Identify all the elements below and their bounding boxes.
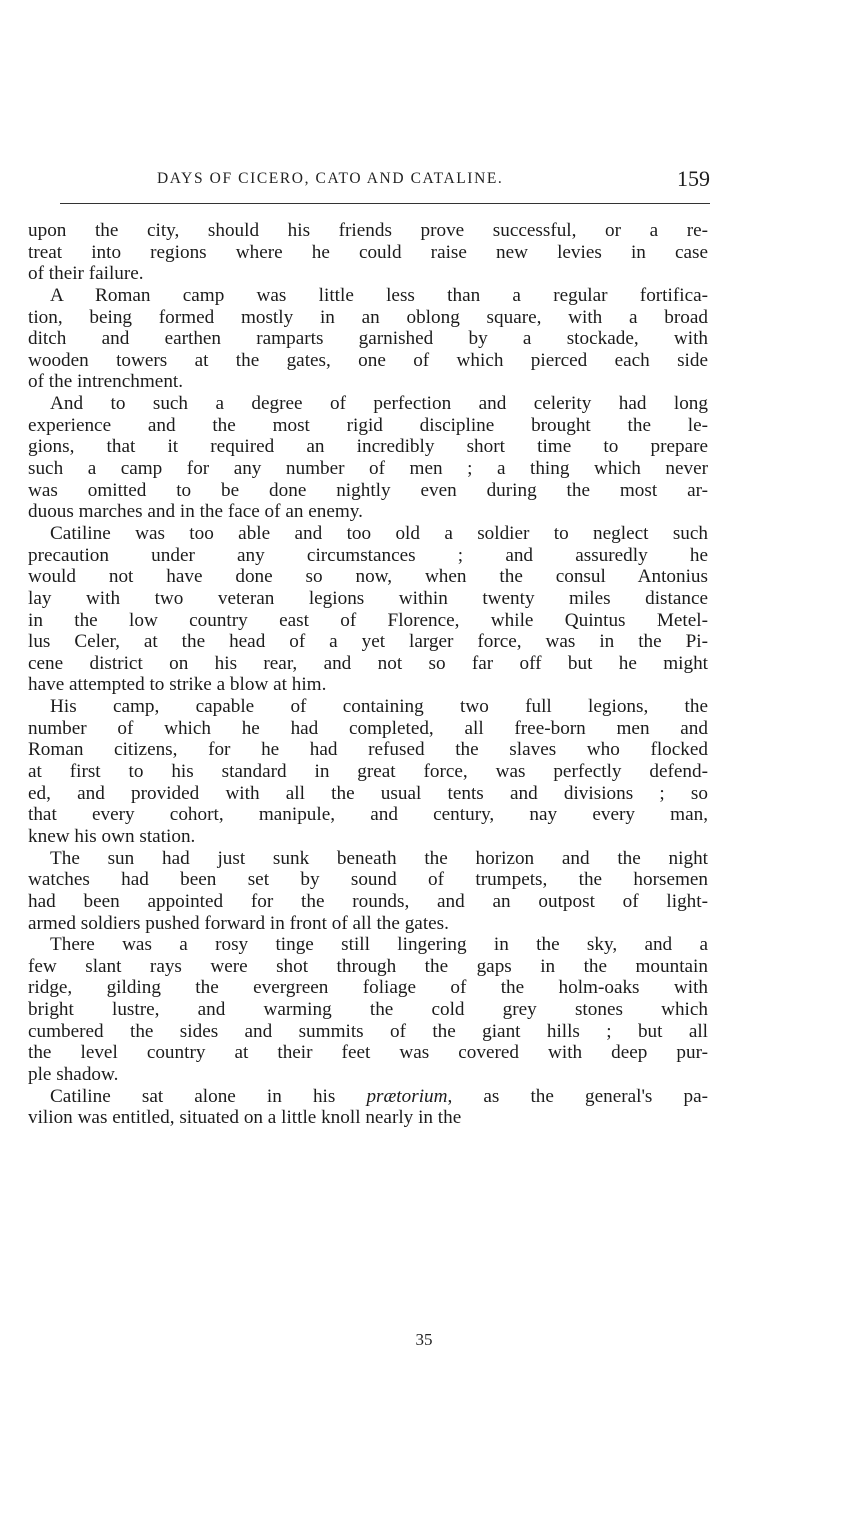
text-line: such a camp for any number of men ; a thing which never [28, 458, 708, 480]
header-rule [60, 203, 710, 204]
text-line [28, 1086, 708, 1108]
text-line: number of which he had completed, all free-born men and [28, 717, 708, 739]
text-line: A Roman camp was little less than a regular fortifica- [50, 284, 708, 306]
running-head [157, 166, 710, 194]
paragraph [28, 934, 708, 1085]
text-line: knew his own station. [28, 825, 196, 847]
text-line: lay with two veteran legions within twenty miles distance [28, 587, 708, 609]
page-number: 159 [677, 166, 710, 191]
text-line: of their failure. [28, 263, 144, 285]
paragraph [28, 1086, 708, 1129]
text-line: watches had been set by sound of trumpets, the horsemen [28, 869, 708, 891]
text-line: at first to his standard in great force, was perfectly defend- [28, 761, 708, 783]
paragraph [28, 220, 708, 285]
text-line: And to such a degree of perfection and celerity had long [50, 393, 708, 415]
text-line: tion, being formed mostly in an oblong square, with a broad [28, 306, 708, 328]
text-line: vilion was entitled, situated on a little knoll nearly in the [28, 1107, 462, 1129]
text-line: ple shadow. [28, 1063, 119, 1085]
text-line: gions, that it required an incredibly short time to prepare [28, 436, 708, 458]
text-line: would not have done so now, when the consul Antonius [28, 566, 708, 588]
text-segment: , as the general's pa- [447, 1085, 708, 1107]
text-line: Catiline was too able and too old a soldier to neglect such [50, 522, 708, 544]
italic-term: prætorium [366, 1085, 448, 1107]
text-line: duous marches and in the face of an enemy. [28, 501, 363, 523]
text-line: cumbered the sides and summits of the giant hills ; but all [28, 1020, 708, 1042]
text-line: Roman citizens, for he had refused the slaves who flocked [28, 739, 708, 761]
text-line: in the low country east of Florence, while Quintus Metel- [28, 609, 708, 631]
text-line: precaution under any circumstances ; and assuredly he [28, 544, 708, 566]
text-line: ed, and provided with all the usual tents and divisions ; so [28, 782, 708, 804]
text-line: of the intrenchment. [28, 371, 184, 393]
text-line: was omitted to be done nightly even during the most ar- [28, 479, 708, 501]
running-title: DAYS OF CICERO, CATO AND CATALINE. [157, 170, 504, 187]
text-line: lus Celer, at the head of a yet larger force, was in the Pi- [28, 631, 708, 653]
signature-mark: 35 [415, 1330, 433, 1349]
body-text [28, 220, 708, 1129]
paragraph [28, 393, 708, 523]
paragraph [28, 523, 708, 696]
text-line: armed soldiers pushed forward in front of all the gates. [28, 912, 449, 934]
paragraph [28, 285, 708, 393]
text-line: had been appointed for the rounds, and an outpost of light- [28, 890, 708, 912]
text-segment: Catiline sat alone in his [50, 1085, 367, 1107]
text-line: experience and the most rigid discipline brought the le- [28, 414, 708, 436]
text-line: There was a rosy tinge still lingering in the sky, and a [50, 934, 708, 956]
text-line: ditch and earthen ramparts garnished by a stockade, with [28, 328, 708, 350]
text-line: treat into regions where he could raise new levies in case [28, 241, 708, 263]
text-line: the level country at their feet was covered with deep pur- [28, 1042, 708, 1064]
text-line: wooden towers at the gates, one of which pierced each side [28, 349, 708, 371]
text-line: bright lustre, and warming the cold grey stones which [28, 999, 708, 1021]
paragraph [28, 696, 708, 847]
text-line: ridge, gilding the evergreen foliage of the holm-oaks with [28, 977, 708, 999]
text-line: His camp, capable of containing two full legions, the [50, 696, 708, 718]
paragraph [28, 848, 708, 935]
text-line: few slant rays were shot through the gaps in the mountain [28, 955, 708, 977]
text-line: have attempted to strike a blow at him. [28, 674, 327, 696]
text-line: upon the city, should his friends prove successful, or a re- [28, 220, 708, 241]
text-line: that every cohort, manipule, and century, nay every man, [28, 804, 708, 826]
text-line: cene district on his rear, and not so far off but he might [28, 652, 708, 674]
text-line: The sun had just sunk beneath the horizon and the night [50, 847, 708, 869]
